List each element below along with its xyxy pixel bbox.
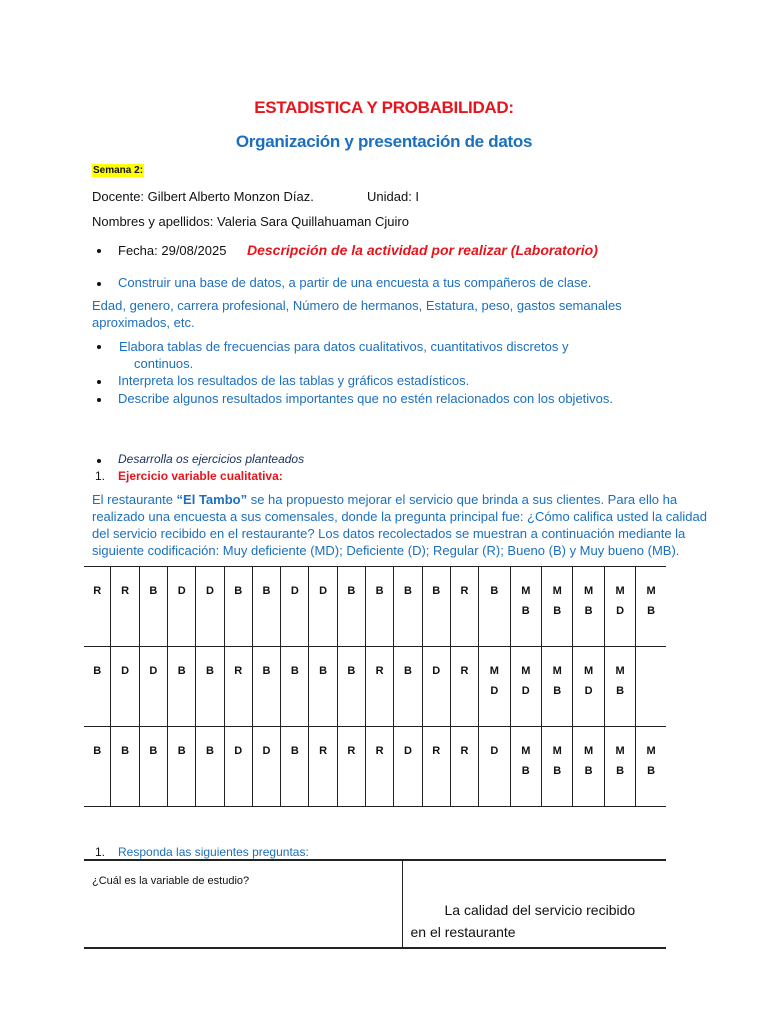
- answer-cell: [402, 860, 666, 948]
- cell-letter: B: [553, 765, 562, 777]
- table-cell: [196, 567, 224, 647]
- cell-letter: B: [616, 765, 625, 777]
- cell-letter: B: [432, 585, 441, 597]
- cell-letter: D: [205, 585, 214, 597]
- table-cell: [196, 727, 224, 807]
- table-cell: [84, 647, 111, 727]
- table-cell: [604, 647, 635, 727]
- answer-line: en el restaurante: [410, 924, 516, 940]
- cell-letter: M: [552, 745, 562, 757]
- cell-letter: B: [647, 605, 656, 617]
- cell-letter: M: [646, 745, 656, 757]
- page-subtitle: Organización y presentación de datos: [235, 132, 533, 151]
- cell-letter: R: [319, 745, 328, 757]
- table-cell: [111, 647, 139, 727]
- cell-letter: R: [121, 585, 130, 597]
- table-cell: [366, 567, 394, 647]
- exercise-number: 1.: [95, 469, 106, 483]
- survey-data-table: [84, 566, 666, 807]
- table-cell: [479, 727, 510, 807]
- cell-letter: B: [177, 665, 186, 677]
- statement-line: del servicio recibido en el restaurante? Los datos recolectados se muestran a continuación mediante la: [92, 526, 686, 541]
- bullet-icon: [97, 282, 101, 286]
- table-cell: [309, 567, 337, 647]
- cell-letter: B: [205, 745, 214, 757]
- table-cell: [111, 567, 139, 647]
- table-cell: [422, 647, 450, 727]
- cell-letter: M: [646, 585, 656, 597]
- cell-letter: M: [615, 665, 625, 677]
- unit-line: Unidad: I: [367, 189, 420, 204]
- cell-letter: B: [490, 585, 499, 597]
- cell-letter: B: [584, 765, 593, 777]
- table-cell: [281, 727, 309, 807]
- table-cell: [196, 647, 224, 727]
- table-cell: [573, 727, 604, 807]
- cell-letter: R: [375, 745, 384, 757]
- cell-letter: B: [149, 585, 158, 597]
- exercise-heading: Ejercicio variable cualitativa:: [118, 469, 283, 483]
- question-row: [84, 860, 666, 948]
- activity-item: [119, 338, 568, 372]
- table-cell: [84, 727, 111, 807]
- cell-letter: B: [262, 585, 271, 597]
- cell-letter: M: [584, 745, 594, 757]
- cell-letter: R: [460, 745, 469, 757]
- cell-letter: B: [616, 685, 625, 697]
- cell-letter: D: [262, 745, 271, 757]
- cell-letter: D: [616, 605, 625, 617]
- cell-letter: B: [290, 665, 299, 677]
- table-cell: [224, 647, 252, 727]
- table-cell: [510, 567, 541, 647]
- answer-line: La calidad del servicio recibido: [444, 902, 636, 918]
- cell-letter: R: [375, 665, 384, 677]
- cell-letter: B: [553, 605, 562, 617]
- table-cell: [309, 727, 337, 807]
- cell-letter: D: [490, 745, 499, 757]
- bullet-icon: [97, 249, 101, 253]
- table-cell: [450, 567, 478, 647]
- cell-letter: M: [552, 665, 562, 677]
- cell-letter: M: [584, 585, 594, 597]
- cell-letter: B: [319, 665, 328, 677]
- table-row: [84, 727, 666, 807]
- cell-letter: D: [403, 745, 412, 757]
- cell-letter: B: [93, 665, 102, 677]
- cell-letter: B: [347, 585, 356, 597]
- cell-letter: M: [521, 585, 531, 597]
- cell-letter: R: [234, 665, 243, 677]
- table-cell: [510, 727, 541, 807]
- table-cell: [479, 567, 510, 647]
- cell-letter: B: [121, 745, 130, 757]
- table-cell: [510, 647, 541, 727]
- table-cell: [450, 727, 478, 807]
- table-cell: [168, 567, 196, 647]
- cell-letter: B: [403, 585, 412, 597]
- table-cell: [422, 567, 450, 647]
- table-cell: [281, 647, 309, 727]
- cell-letter: M: [615, 745, 625, 757]
- cell-letter: B: [290, 745, 299, 757]
- activity-item: Describe algunos resultados importantes que no estén relacionados con los objetivos.: [118, 391, 614, 406]
- table-cell: [168, 727, 196, 807]
- table-cell: [394, 727, 422, 807]
- exercise-instruction: Desarrolla os ejercicios planteados: [118, 452, 305, 466]
- table-cell: [139, 647, 167, 727]
- cell-letter: M: [552, 585, 562, 597]
- question-cell: ¿Cuál es la variable de estudio?: [84, 860, 402, 948]
- survey-data-body: [84, 567, 666, 807]
- table-cell: [252, 647, 280, 727]
- table-cell: [450, 647, 478, 727]
- statement-line: siguiente codificación: Muy deficiente (MD); Deficiente (D); Regular (R); Bueno (B) y Muy bueno (MB).: [92, 543, 680, 558]
- cell-letter: D: [432, 665, 441, 677]
- cell-letter: D: [490, 685, 499, 697]
- date-line: Fecha: 29/08/2025: [118, 243, 227, 258]
- table-cell: [636, 727, 666, 807]
- activity-item: Construir una base de datos, a partir de una encuesta a tus compañeros de clase.: [118, 275, 592, 290]
- table-cell: [337, 567, 365, 647]
- paragraph-line: Edad, genero, carrera profesional, Número de hermanos, Estatura, peso, gastos semanales: [92, 298, 622, 313]
- table-cell: [252, 727, 280, 807]
- activity-item: Interpreta los resultados de las tablas y gráficos estadísticos.: [118, 373, 470, 388]
- cell-letter: R: [460, 585, 469, 597]
- cell-letter: B: [234, 585, 243, 597]
- activity-paragraph: [92, 297, 622, 331]
- exercise-statement: [92, 491, 712, 559]
- table-cell: [224, 727, 252, 807]
- questions-heading: Responda las siguientes preguntas:: [118, 845, 309, 859]
- table-cell: [139, 727, 167, 807]
- cell-letter: B: [347, 665, 356, 677]
- cell-letter: B: [149, 745, 158, 757]
- cell-letter: B: [403, 665, 412, 677]
- table-row: [84, 567, 666, 647]
- table-cell: [366, 647, 394, 727]
- table-cell: [281, 567, 309, 647]
- cell-letter: D: [319, 585, 328, 597]
- bullet-icon: [97, 398, 101, 402]
- cell-letter: M: [584, 665, 594, 677]
- table-cell: [604, 567, 635, 647]
- cell-letter: D: [521, 685, 530, 697]
- table-cell: [394, 567, 422, 647]
- cell-letter: B: [93, 745, 102, 757]
- cell-letter: D: [290, 585, 299, 597]
- cell-letter: B: [553, 685, 562, 697]
- cell-letter: B: [375, 585, 384, 597]
- cell-letter: B: [521, 765, 530, 777]
- cell-letter: M: [489, 665, 499, 677]
- table-cell: [366, 727, 394, 807]
- table-cell: [573, 647, 604, 727]
- cell-letter: R: [93, 585, 102, 597]
- table-cell: [309, 647, 337, 727]
- table-cell: [168, 647, 196, 727]
- cell-letter: D: [584, 685, 593, 697]
- cell-letter: R: [460, 665, 469, 677]
- table-cell: [139, 567, 167, 647]
- cell-letter: B: [205, 665, 214, 677]
- cell-letter: B: [262, 665, 271, 677]
- page-title: ESTADISTICA Y PROBABILIDAD:: [254, 98, 514, 117]
- table-cell: [636, 647, 666, 727]
- bullet-icon: [97, 380, 101, 384]
- table-cell: [541, 647, 572, 727]
- item-line: continuos.: [134, 356, 194, 371]
- cell-letter: M: [615, 585, 625, 597]
- table-cell: [111, 727, 139, 807]
- statement-line: [92, 491, 712, 508]
- question-answer-table: [84, 859, 666, 949]
- table-cell: [394, 647, 422, 727]
- bullet-icon: [97, 459, 101, 463]
- table-cell: [636, 567, 666, 647]
- table-cell: [541, 727, 572, 807]
- paragraph-line: aproximados, etc.: [92, 315, 195, 330]
- statement-text: El restaurante: [92, 492, 177, 507]
- cell-letter: D: [177, 585, 186, 597]
- table-cell: [337, 727, 365, 807]
- cell-letter: D: [234, 745, 243, 757]
- table-cell: [541, 567, 572, 647]
- questions-number: 1.: [95, 845, 106, 859]
- statement-line: realizado una encuesta a sus comensales, donde la pregunta principal fue: ¿Cómo califica usted la calidad: [92, 509, 707, 524]
- table-cell: [84, 567, 111, 647]
- table-cell: [337, 647, 365, 727]
- table-row: [84, 647, 666, 727]
- table-cell: [422, 727, 450, 807]
- cell-letter: M: [521, 665, 531, 677]
- student-name-line: Nombres y apellidos: Valeria Sara Quillahuaman Cjuiro: [92, 214, 409, 229]
- restaurant-name: “El Tambo”: [176, 492, 248, 507]
- cell-letter: R: [347, 745, 356, 757]
- table-cell: [479, 647, 510, 727]
- teacher-line: Docente: Gilbert Alberto Monzon Díaz.: [92, 189, 314, 204]
- cell-letter: R: [432, 745, 441, 757]
- table-cell: [224, 567, 252, 647]
- activity-description-heading: Descripción de la actividad por realizar (Laboratorio): [247, 242, 598, 258]
- table-cell: [573, 567, 604, 647]
- cell-letter: D: [149, 665, 158, 677]
- cell-letter: B: [177, 745, 186, 757]
- statement-text: se ha propuesto mejorar el servicio que brinda a sus clientes. Para ello ha: [247, 492, 678, 507]
- table-cell: [604, 727, 635, 807]
- cell-letter: D: [121, 665, 130, 677]
- item-line: Elabora tablas de frecuencias para datos cualitativos, cuantitativos discretos y: [119, 339, 569, 354]
- cell-letter: B: [647, 765, 656, 777]
- week-label: Semana 2:: [93, 165, 144, 176]
- cell-letter: B: [584, 605, 593, 617]
- table-cell: [252, 567, 280, 647]
- cell-letter: M: [521, 745, 531, 757]
- bullet-icon: [97, 345, 101, 349]
- cell-letter: B: [521, 605, 530, 617]
